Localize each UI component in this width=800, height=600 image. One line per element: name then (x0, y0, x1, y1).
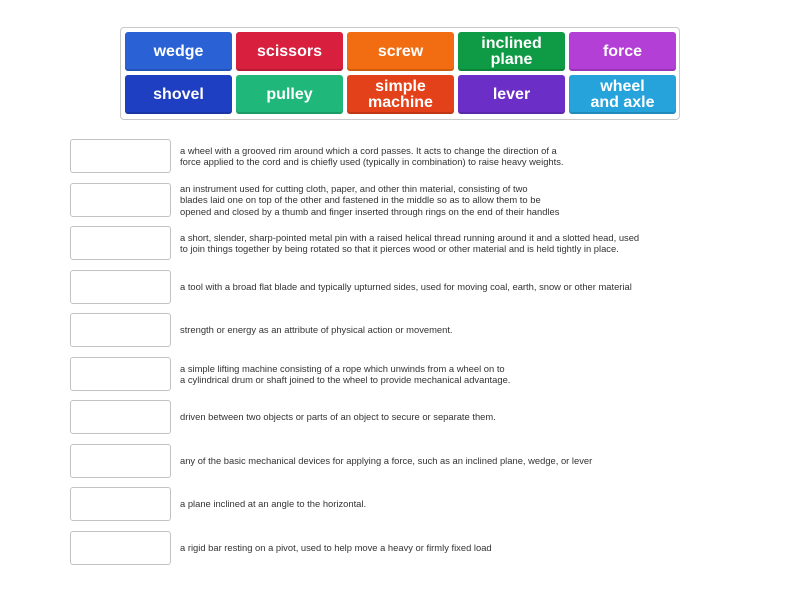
answer-drop-box[interactable] (70, 183, 171, 217)
match-row (70, 487, 750, 521)
match-row (70, 183, 750, 217)
definition-text: driven between two objects or parts of an object to secure or separate them. (180, 411, 496, 423)
match-row (70, 313, 750, 347)
answer-drop-box[interactable] (70, 270, 171, 304)
match-row (70, 531, 750, 565)
tile-inclined-plane[interactable]: inclined plane (458, 32, 565, 71)
answer-drop-box[interactable] (70, 444, 171, 478)
tile-wedge[interactable]: wedge (125, 32, 232, 71)
definition-text: an instrument used for cutting cloth, paper, and other thin material, consisting of two blades laid one on top of the other and fastened in the middle so as to allow them to be opened and closed by a thumb and finger inserted through rings on the end of their handles (180, 182, 560, 217)
tile-force[interactable]: force (569, 32, 676, 71)
definition-text: a wheel with a grooved rim around which a cord passes. It acts to change the direction of a force applied to the cord and is chiefly used (typically in combination) to raise heavy weights. (180, 144, 564, 167)
tile-lever[interactable]: lever (458, 75, 565, 114)
tile-wheel-and-axle[interactable]: wheel and axle (569, 75, 676, 114)
match-row (70, 139, 750, 173)
definition-text: a tool with a broad flat blade and typically upturned sides, used for moving coal, earth, snow or other material (180, 281, 632, 293)
match-row (70, 400, 750, 434)
tile-scissors[interactable]: scissors (236, 32, 343, 71)
answer-drop-box[interactable] (70, 313, 171, 347)
definition-text: any of the basic mechanical devices for applying a force, such as an inclined plane, wedge, or lever (180, 455, 593, 467)
definition-text: a rigid bar resting on a pivot, used to help move a heavy or firmly fixed load (180, 542, 492, 554)
answer-drop-box[interactable] (70, 357, 171, 391)
definition-text: a simple lifting machine consisting of a rope which unwinds from a wheel on to a cylindrical drum or shaft joined to the wheel to provide mechanical advantage. (180, 362, 511, 385)
definition-text: strength or energy as an attribute of physical action or movement. (180, 324, 453, 336)
match-row (70, 357, 750, 391)
definition-text: a plane inclined at an angle to the horizontal. (180, 498, 367, 510)
match-row (70, 270, 750, 304)
answer-drop-box[interactable] (70, 226, 171, 260)
answer-drop-box[interactable] (70, 531, 171, 565)
tile-pulley[interactable]: pulley (236, 75, 343, 114)
tile-simple-machine[interactable]: simple machine (347, 75, 454, 114)
answer-drop-box[interactable] (70, 400, 171, 434)
answer-drop-box[interactable] (70, 139, 171, 173)
definition-text: a short, slender, sharp-pointed metal pin with a raised helical thread running around it and a slotted head, used to join things together by being rotated so that it pierces wood or other material and is held tightly in place. (180, 231, 640, 254)
word-tile-bank (120, 27, 680, 120)
match-row (70, 444, 750, 478)
match-row (70, 226, 750, 260)
tile-screw[interactable]: screw (347, 32, 454, 71)
answer-drop-box[interactable] (70, 487, 171, 521)
tile-shovel[interactable]: shovel (125, 75, 232, 114)
